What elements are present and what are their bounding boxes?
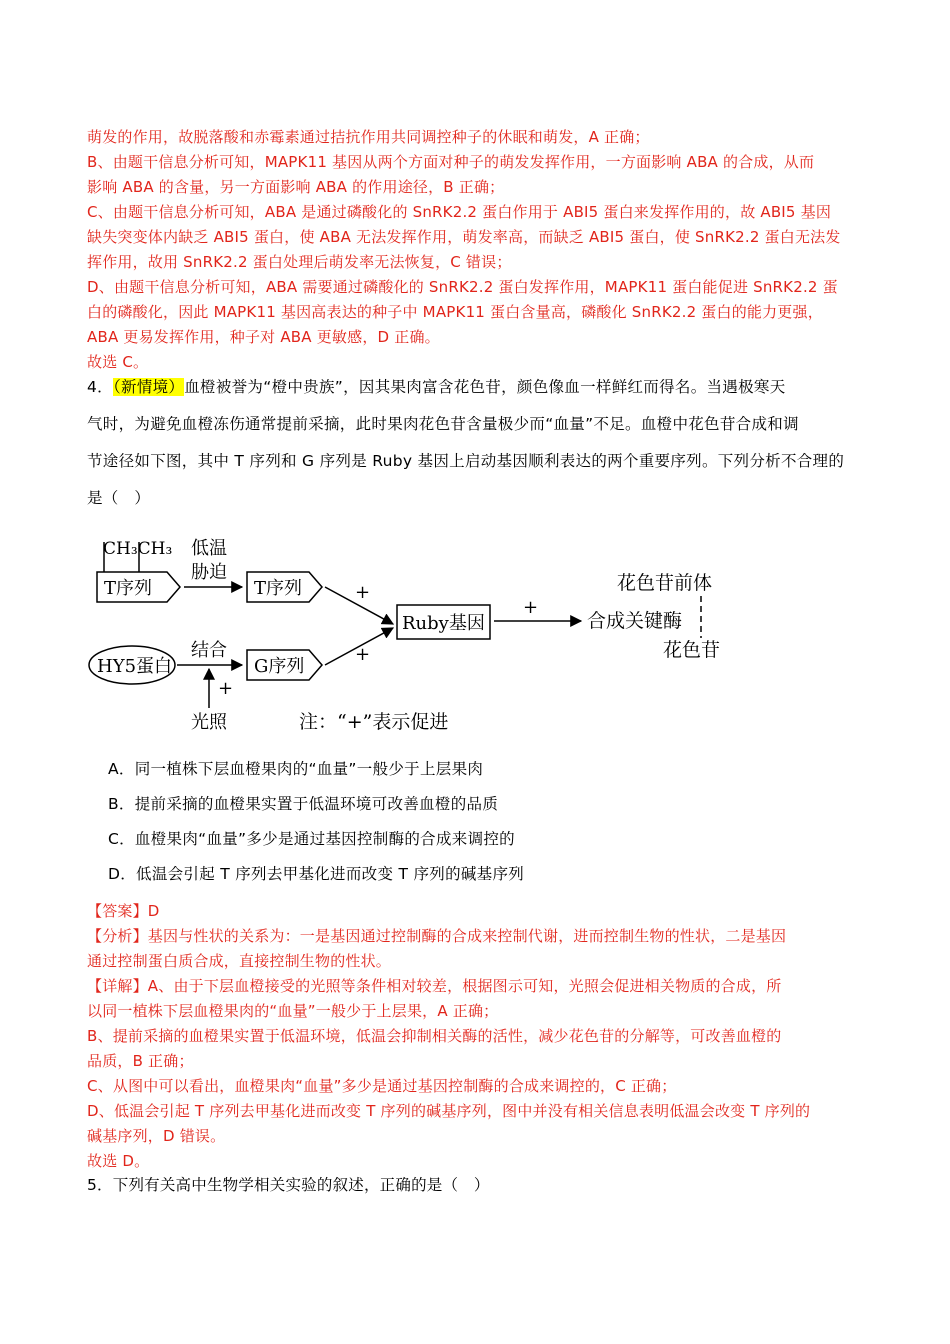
- analysis-line: 【分析】基因与性状的关系为：一是基因通过控制酶的合成来控制代谢，进而控制生物的性状，二是基因: [87, 927, 787, 945]
- answer-conclusion: 故选 D。: [87, 1152, 150, 1170]
- question-stem-line: 节途径如下图，其中 T 序列和 G 序列是 Ruby 基因上启动基因顺利表达的两个重要序列。下列分析不合理的: [87, 452, 845, 470]
- ruby-gene: [397, 605, 490, 639]
- regulation-pathway-diagram: [87, 528, 747, 740]
- methyl-label: CH₃CH₃: [103, 539, 173, 559]
- detail-line: 【详解】A、由于下层血橙接受的光照等条件相对较差，根据图示可知，光照会促进相关物质的合成，所: [87, 977, 782, 995]
- answer-conclusion: 故选 C。: [87, 353, 149, 371]
- detail-line: D、低温会引起 T 序列去甲基化进而改变 T 序列的碱基序列，图中并没有相关信息表明低温会改变 T 序列的: [87, 1102, 811, 1120]
- question-number: 4．: [87, 378, 113, 396]
- t-sequence-label: T序列: [104, 578, 153, 599]
- question-stem-line: 气时，为避免血橙冻伤通常提前采摘，此时果肉花色苷含量极少而“血量”不足。血橙中花色苷合成和调: [87, 415, 799, 433]
- answer-line: 白的磷酸化，因此 MAPK11 基因高表达的种子中 MAPK11 蛋白含量高，磷酸化 SnRK2.2 蛋白的能力更强，: [87, 303, 823, 321]
- t-sequence-methylated: [97, 572, 180, 602]
- analysis-line: 通过控制蛋白质合成，直接控制生物的性状。: [87, 952, 392, 970]
- precursor-label: 花色苷前体: [617, 572, 713, 594]
- plus-ruby: +: [523, 597, 539, 618]
- ruby-label: Ruby基因: [402, 613, 485, 634]
- answer-line: C、由题干信息分析可知，ABA 是通过磷酸化的 SnRK2.2 蛋白作用于 ABI5 蛋白来发挥作用的，故 ABI5 基因: [87, 203, 832, 221]
- detail-line: B、提前采摘的血橙果实置于低温环境，低温会抑制相关酶的活性，减少花色苷的分解等，可改善血橙的: [87, 1027, 782, 1045]
- bind-label: 结合: [191, 640, 227, 661]
- answer-line: 影响 ABA 的含量，另一方面影响 ABA 的作用途径，B 正确；: [87, 178, 505, 196]
- detail-line: 品质，B 正确；: [87, 1052, 194, 1070]
- question-tag: （新情境）: [112, 378, 185, 396]
- option-c: C．血橙果肉“血量”多少是通过基因控制酶的合成来调控的: [108, 830, 515, 848]
- answer-line: ABA 更易发挥作用，种子对 ABA 更敏感，D 正确。: [87, 328, 440, 346]
- detail-line: C、从图中可以看出，血橙果肉“血量”多少是通过基因控制酶的合成来调控的，C 正确；: [87, 1077, 677, 1095]
- enzyme-label: 合成关键酶: [587, 610, 683, 632]
- t-sequence-label: T序列: [254, 578, 303, 599]
- light-label: 光照: [191, 712, 227, 733]
- t-sequence-demethylated: [247, 572, 322, 602]
- answer-label: 【答案】D: [87, 902, 160, 920]
- question-4-first-line: [87, 369, 877, 406]
- answer-line: 萌发的作用，故脱落酸和赤霉素通过拮抗作用共同调控种子的休眠和萌发，A 正确；: [87, 128, 650, 146]
- g-sequence: [247, 650, 322, 680]
- question-5-stem: 5．下列有关高中生物学相关实验的叙述，正确的是（ ）: [87, 1176, 490, 1194]
- answer-line: 缺失突变体内缺乏 ABI5 蛋白，使 ABA 无法发挥作用，萌发率高，而缺乏 ABI5 蛋白，使 SnRK2.2 蛋白无法发: [87, 228, 841, 246]
- detail-line: 碱基序列，D 错误。: [87, 1127, 226, 1145]
- low-temp-label: 低温: [191, 538, 227, 559]
- answer-line: D、由题干信息分析可知，ABA 需要通过磷酸化的 SnRK2.2 蛋白发挥作用，MAPK11 蛋白能促进 SnRK2.2 蛋: [87, 278, 838, 296]
- answer-line: B、由题干信息分析可知，MAPK11 基因从两个方面对种子的萌发发挥作用，一方面影响 ABA 的合成，从而: [87, 153, 815, 171]
- plus-light: +: [218, 678, 234, 699]
- question-stem: 血橙被誉为“橙中贵族”，因其果肉富含花色苷，颜色像血一样鲜红而得名。当遇极寒天: [184, 378, 786, 396]
- answer-line: 挥作用，故用 SnRK2.2 蛋白处理后萌发率无法恢复，C 错误；: [87, 253, 512, 271]
- plus-g: +: [355, 644, 371, 665]
- option-a: A．同一植株下层血橙果肉的“血量”一般少于上层果肉: [108, 760, 484, 778]
- plus-t: +: [355, 582, 371, 603]
- option-d: D．低温会引起 T 序列去甲基化进而改变 T 序列的碱基序列: [108, 865, 525, 883]
- anthocyanin-label: 花色苷: [663, 639, 721, 661]
- methyl-groups: [103, 539, 172, 572]
- hy5-label: HY5蛋白: [97, 656, 173, 677]
- hy5-protein: [89, 646, 175, 684]
- stress-label: 胁迫: [191, 562, 227, 583]
- option-b: B．提前采摘的血橙果实置于低温环境可改善血橙的品质: [108, 795, 499, 813]
- diagram-note: 注：“+”表示促进: [299, 711, 449, 733]
- detail-line: 以同一植株下层血橙果肉的“血量”一般少于上层果，A 正确；: [87, 1002, 499, 1020]
- g-sequence-label: G序列: [254, 656, 305, 677]
- question-stem-line: 是（ ）: [87, 489, 151, 507]
